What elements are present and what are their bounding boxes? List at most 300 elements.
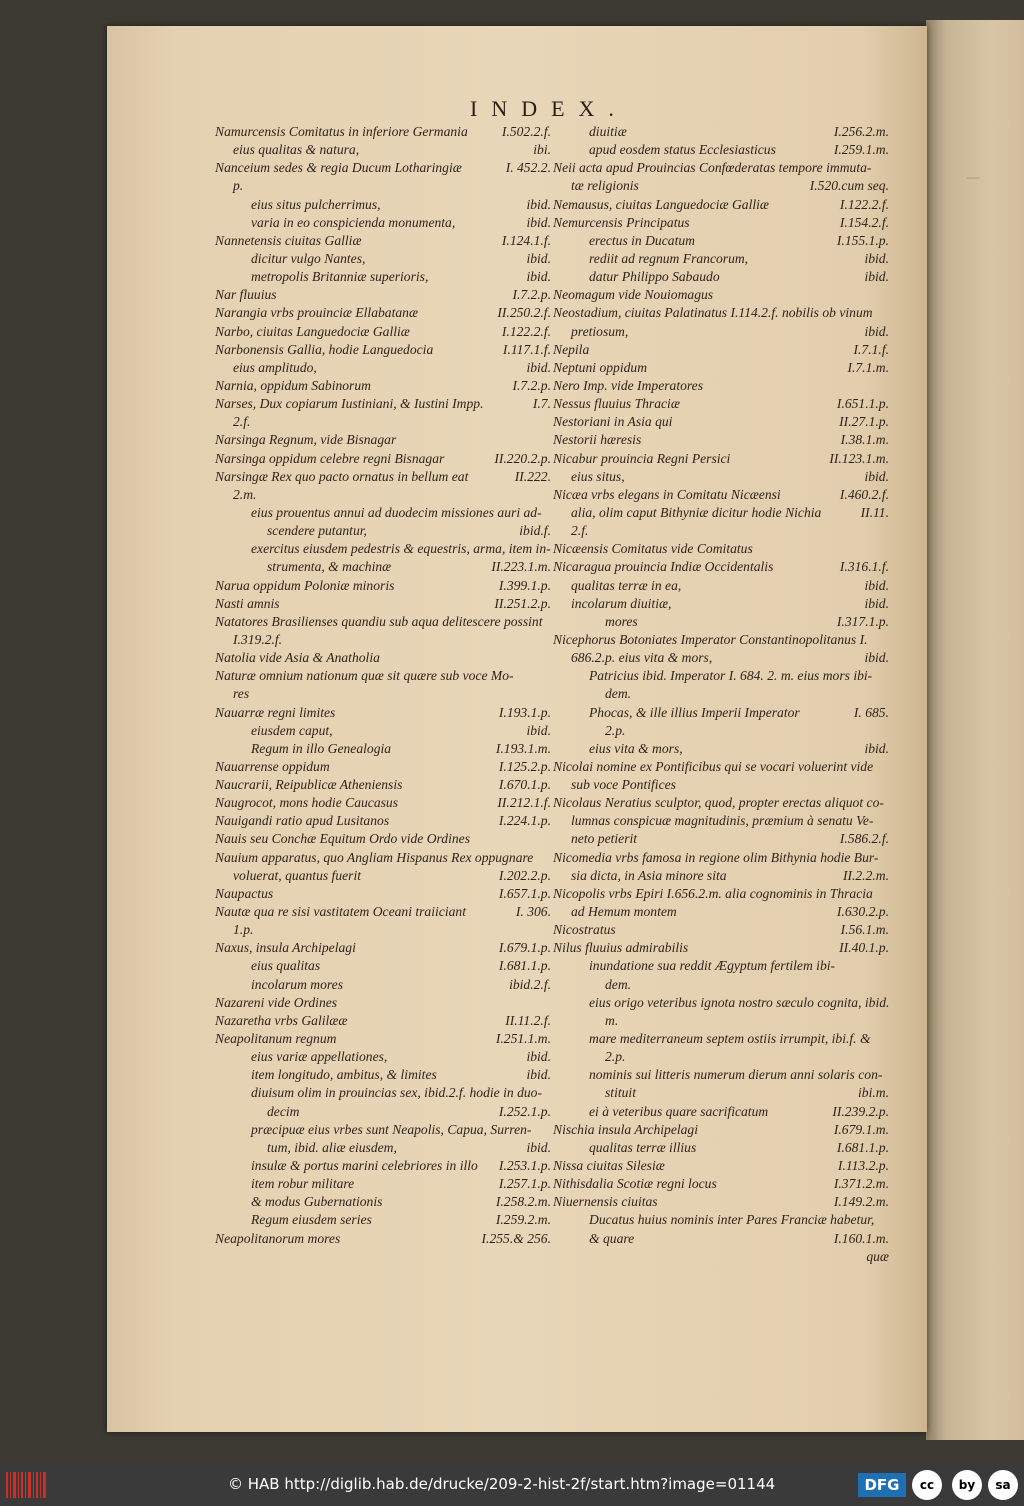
index-entry [215,522,551,540]
index-entry-reference: ibid. [864,269,889,285]
index-entry-reference: ibid. [864,595,889,611]
index-entry [215,921,551,939]
index-entry-text: 2.p. [605,1049,626,1065]
index-entry-reference: I.202.2.p. [498,867,551,883]
index-entry-text: Nicaragua prouincia Indiæ Occidentalis [553,559,774,575]
index-entry-reference: I.460.2.f. [839,486,889,502]
index-entry [553,123,889,141]
index-entry-reference: I.520.cum seq. [809,178,889,194]
index-entry-text: scendere putantur, [267,523,367,539]
index-entry-reference: I.7.1.m. [847,359,889,375]
index-entry [215,1121,551,1139]
index-entry [553,794,889,812]
index-entry-reference: ibid.f. [519,523,551,539]
index-entry-text: voluerat, quantus fuerit [233,867,361,883]
index-entry-reference: ibid.2.f. [509,976,551,992]
index-entry-text: Narbo, ciuitas Languedociæ Galliæ [215,323,410,339]
index-entry-reference: I.117.1.f. [502,341,551,357]
index-entry-text: Nicephorus Botoniates Imperator Constantinopolitanus I. [553,631,868,647]
index-entry [553,1066,889,1084]
index-entry-text: 2.p. [605,722,626,738]
index-column-left [215,123,551,1248]
index-entry-reference: I.681.1.p. [836,1139,889,1155]
index-entry [215,558,551,576]
barcode-icon [6,1472,46,1498]
index-entry-text: Neii acta apud Prouincias Confœderatas tempore immuta- [553,160,872,176]
index-entry-text: Neapolitanorum mores [215,1230,341,1246]
index-entry-reference: II.222. [514,468,551,484]
index-entry-reference: I.316.1.f. [839,559,889,575]
index-entry-text: tum, ibid. aliæ eiusdem, [267,1139,397,1155]
index-entry-text: Nazaretha vrbs Galilææ [215,1012,348,1028]
index-entry [215,123,551,141]
running-head: INDEX. [470,96,628,121]
index-entry-reference: I.586.2.f. [839,831,889,847]
index-entry [215,722,551,740]
index-entry-text: dem. [605,686,632,702]
index-entry-text: Nicolai nomine ex Pontificibus qui se vocari voluerint vide [553,758,874,774]
index-entry-reference: I.657.1.p. [498,885,551,901]
index-entry [553,450,889,468]
index-entry-text: Nicostratus [553,922,616,938]
index-entry-text: eius origo veteribus ignota nostro sæculo cognita, ibid. [589,994,889,1010]
index-entry-text: eius qualitas [251,958,321,974]
index-entry [215,685,551,703]
index-entry-text: Neostadium, ciuitas Palatinatus I.114.2.f. nobilis ob vinum [553,305,873,321]
index-entry-text: Nestoriani in Asia qui [553,414,673,430]
index-entry-reference: ibid. [526,722,551,738]
index-entry-text: item longitudo, ambitus, & limites [251,1067,437,1083]
index-entry-reference: I.670.1.p. [498,777,551,793]
index-entry [553,740,889,758]
index-entry-reference: I. 452.2. [505,160,551,176]
index-entry [553,159,889,177]
index-entry-text: Namurcensis Comitatus in inferiore Germania [215,124,468,139]
index-entry-reference: I.252.1.p. [498,1103,551,1119]
index-entry [215,413,551,431]
index-entry [553,286,889,304]
index-entry-text: p. [233,178,244,194]
viewer-footer [0,1464,1024,1506]
index-entry [553,812,889,830]
index-entry [553,631,889,649]
index-entry-text: Nissa ciuitas Silesiæ [553,1158,665,1174]
index-entry-reference: I.124.1.f. [501,232,551,248]
index-entry-text: Naturæ omnium nationum quæ sit quære sub voce Mo- [215,668,514,684]
index-entry [553,177,889,195]
index-entry-reference: I. 306. [515,904,551,920]
index-entry-text: erectus in Ducatum [589,232,695,248]
index-entry-reference: II.220.2.p. [494,450,551,466]
index-entry-text: nominis sui litteris numerum dierum anni solaris con- [589,1067,883,1083]
index-entry [215,1211,551,1229]
index-entry-text: Nicomedia vrbs famosa in regione olim Bithynia hodie Bur- [553,849,879,865]
index-entry [553,957,889,975]
index-entry [553,377,889,395]
index-entry-text: Nemausus, ciuitas Languedociæ Galliæ [553,196,769,212]
index-entry [215,830,551,848]
index-entry [215,885,551,903]
index-entry [553,1193,889,1211]
index-entry [553,486,889,504]
index-entry [215,577,551,595]
index-entry [553,649,889,667]
index-entry [553,1012,889,1030]
index-entry-text: Nicæa vrbs elegans in Comitatu Nicæensi [553,486,781,502]
index-entry-text: Nannetensis ciuitas Galliæ [215,232,362,248]
index-entry-text: eius variæ appellationes, [251,1049,388,1065]
index-entry [215,341,551,359]
index-entry-text: Nicabur prouincia Regni Persici [553,450,731,466]
index-entry-text: Nestorii hæresis [553,432,642,448]
index-entry-text: strumenta, & machinæ [267,559,392,575]
index-entry-text: Natatores Brasilienses quandiu sub aqua delitescere possint [215,613,543,629]
index-entry [553,704,889,722]
index-entry-text: 686.2.p. eius vita & mors, [571,650,713,666]
index-entry-text: Phocas, & ille illius Imperii Imperator [589,704,800,720]
index-entry [553,830,889,848]
index-entry-text: qualitas terræ illius [589,1139,697,1155]
index-entry [215,177,551,195]
index-entry [553,595,889,613]
index-entry-text: Ducatus huius nominis inter Pares Franciæ habetur, [589,1212,875,1228]
index-entry [215,1175,551,1193]
index-entry-text: eius amplitudo, [233,359,317,375]
index-entry-reference: ibid. [864,650,889,666]
index-entry [215,649,551,667]
index-entry-text: eiusdem caput, [251,722,333,738]
index-entry-text: sub voce Pontifices [571,777,676,793]
index-entry-reference: II.223.1.m. [491,559,551,575]
index-entry [215,631,551,649]
index-entry-reference: I.149.2.m. [833,1194,889,1210]
index-entry-text: Nautæ qua re sisi vastitatem Oceani traiiciant [215,904,466,920]
by-license-icon: by [952,1470,982,1500]
index-entry-text: Nazareni vide Ordines [215,994,338,1010]
index-entry [553,1084,889,1102]
index-entry-reference: I.258.2.m. [495,1194,551,1210]
index-entry [215,976,551,994]
index-entry-reference: I.56.1.m. [840,922,889,938]
index-entry [553,304,889,322]
index-entry [215,486,551,504]
index-entry-reference: I.113.2.p. [837,1158,889,1174]
index-entry-reference: ibid. [526,269,551,285]
index-entry [553,867,889,885]
copyright-link[interactable]: © HAB http://diglib.hab.de/drucke/209-2-hist-2f/start.htm?image=01144 [228,1475,776,1493]
index-entry [553,1030,889,1048]
index-entry-reference: I.317.1.p. [836,613,889,629]
index-entry-reference: I.155.1.p. [836,232,889,248]
index-entry-text: item robur militare [251,1176,355,1192]
index-entry [553,667,889,685]
index-entry-reference: I. 685. [853,704,889,720]
index-entry-reference: ibid. [526,1139,551,1155]
index-entry-text: rediit ad regnum Francorum, [589,250,749,266]
index-entry-text: apud eosdem status Ecclesiasticus [589,142,776,158]
index-entry [553,613,889,631]
index-entry-text: Nicolaus Neratius sculptor, quod, propter erectas aliquot co- [553,795,884,811]
index-entry [215,1193,551,1211]
index-entry-reference: I.502.2.f. [501,124,551,139]
index-entry-reference: I.399.1.p. [498,577,551,593]
index-entry-reference: I.154.2.f. [839,214,889,230]
index-entry-text: Neomagum vide Nouiomagus [553,287,714,303]
index-entry [553,196,889,214]
index-entry-text: Nepila [553,341,590,357]
index-entry-text: Narses, Dux copiarum Iustiniani, & Iustini Impp. [215,396,484,412]
index-entry-text: exercitus eiusdem pedestris & equestris, arma, item in- [251,541,551,557]
index-entry-text: Nithisdalia Scotiæ regni locus [553,1176,717,1192]
index-entry-text: eius situs pulcherrimus, [251,196,381,212]
index-entry-text: qualitas terræ in ea, [571,577,682,593]
index-entry [215,867,551,885]
index-entry [553,250,889,268]
index-entry-reference: ibid. [864,323,889,339]
dfg-logo: DFG [858,1473,906,1497]
index-entry [215,957,551,975]
index-column-right [553,123,889,1266]
index-entry [553,323,889,341]
index-entry-text: Nauigandi ratio apud Lusitanos [215,813,390,829]
index-entry-text: Nauium apparatus, quo Angliam Hispanus Rex oppugnare [215,849,534,865]
index-entry-text: sia dicta, in Asia minore sita [571,867,727,883]
index-entry [553,232,889,250]
index-entry-text: Narsinga oppidum celebre regni Bisnagar [215,450,445,466]
index-entry [553,685,889,703]
index-entry-reference: II.250.2.f. [497,305,551,321]
index-entry-text: Nauarrense oppidum [215,758,330,774]
index-entry-reference: ibid. [526,1049,551,1065]
index-entry [215,468,551,486]
index-entry-text: Naugrocot, mons hodie Caucasus [215,795,399,811]
index-entry-reference: ibid. [526,250,551,266]
index-entry [215,1084,551,1102]
index-entry [215,794,551,812]
index-entry-text: eius qualitas & natura, [233,142,360,158]
index-entry [553,577,889,595]
index-entry [215,812,551,830]
index-entry [553,141,889,159]
index-entry [215,286,551,304]
index-entry-text: Neptuni oppidum [553,359,648,375]
index-entry-reference: I.255.& 256. [481,1230,551,1246]
index-entry-text: dicitur vulgo Nantes, [251,250,366,266]
index-entry-reference: ibid. [864,740,889,756]
index-entry-text: Nicæensis Comitatus vide Comitatus [553,541,753,557]
index-entry [553,522,889,540]
index-entry-text: mare mediterraneum septem ostiis irrumpit, ibi.f. & [589,1031,871,1047]
index-entry-reference: I.257.1.p. [498,1176,551,1192]
index-entry-reference: I.7.2.p. [512,377,551,393]
index-entry-text: ei à veteribus quare sacrificatum [589,1103,769,1119]
index-entry-text: varia in eo conspicienda monumenta, [251,214,456,230]
index-entry [553,1175,889,1193]
index-entry [553,540,889,558]
index-entry-text: incolarum diuitiæ, [571,595,672,611]
index-entry-reference: ibid. [526,1067,551,1083]
index-entry-text: eius prouentus annui ad duodecim missiones auri ad- [251,504,542,520]
index-entry [553,1230,889,1248]
index-entry-reference: I.224.1.p. [498,813,551,829]
index-entry-text: Naxus, insula Archipelagi [215,940,356,956]
index-entry [215,994,551,1012]
index-entry-text: Naucrarii, Reipublicæ Atheniensis [215,777,403,793]
index-entry-text: Nero Imp. vide Imperatores [553,377,704,393]
index-entry [215,849,551,867]
index-entry [215,159,551,177]
index-entry-text: ad Hemum montem [571,904,677,920]
index-entry-text: Narbonensis Gallia, hodie Languedocia [215,341,434,357]
index-entry-reference: ibid. [864,577,889,593]
index-entry-text: alia, olim caput Bithyniæ dicitur hodie Nichia [571,504,822,520]
index-entry [215,504,551,522]
index-entry-reference: I.253.1.p. [498,1158,551,1174]
index-entry-reference: I.259.2.m. [495,1212,551,1228]
index-entry-reference: ibid. [526,359,551,375]
index-entry [553,268,889,286]
index-entry-reference: ibid. [864,468,889,484]
index-entry [553,1248,889,1266]
index-entry-text: Nemurcensis Principatus [553,214,690,230]
index-entry-reference: I.7.1.f. [853,341,889,357]
index-entry [215,1012,551,1030]
next-page-edge: — [926,20,1024,1440]
index-entry [553,776,889,794]
sa-license-icon: sa [988,1470,1018,1500]
index-entry-reference: II.123.1.m. [829,450,889,466]
index-entry-text: Nicopolis vrbs Epiri I.656.2.m. alia cognominis in Thracia [553,885,873,901]
index-entry-text: Nessus fluuius Thraciæ [553,396,680,412]
index-entry-reference: II.11. [860,504,889,520]
index-entry [553,758,889,776]
index-entry [215,540,551,558]
index-entry [215,323,551,341]
index-entry [553,903,889,921]
index-entry [215,939,551,957]
index-entry-text: eius situs, [571,468,625,484]
index-entry-text: decim [267,1103,300,1119]
index-entry-text: Nauis seu Conchæ Equitum Ordo vide Ordines [215,831,470,847]
index-entry-text: Narnia, oppidum Sabinorum [215,377,371,393]
index-entry [553,214,889,232]
index-entry [553,558,889,576]
index-entry [553,359,889,377]
index-entry-reference: I.679.1.m. [833,1121,889,1137]
index-entry [215,613,551,631]
index-entry [215,1103,551,1121]
index-entry-text: Nar fluuius [215,287,277,303]
index-entry [215,268,551,286]
index-entry [553,976,889,994]
index-entry [553,885,889,903]
index-entry [553,431,889,449]
index-entry-text: Nauarræ regni limites [215,704,336,720]
index-entry-reference: I.681.1.p. [498,958,551,974]
index-entry-reference: ibi.m. [858,1085,889,1101]
cc-license-icon: cc [912,1470,942,1500]
index-entry-text: præcipuæ eius vrbes sunt Neapolis, Capua, Surren- [251,1121,532,1137]
index-entry [215,1030,551,1048]
index-entry-reference: I.122.2.f. [501,323,551,339]
index-entry [215,214,551,232]
index-entry-text: lumnas conspicuæ magnitudinis, præmium à senatu Ve- [571,813,874,829]
index-entry-reference: II.251.2.p. [494,595,551,611]
index-entry [553,1139,889,1157]
index-entry-text: stituit [605,1085,636,1101]
index-entry-text: metropolis Britanniæ superioris, [251,269,429,285]
index-entry-text: res [233,686,250,702]
index-entry-reference: ibid. [864,250,889,266]
index-entry-text: Niuernensis ciuitas [553,1194,658,1210]
index-entry-text: dem. [605,976,632,992]
index-entry-text: insulæ & portus marini celebriores in illo [251,1158,478,1174]
index-entry-text: Natolia vide Asia & Anatholia [215,650,380,666]
index-entry-reference: I.7.2.p. [512,287,551,303]
index-entry-text: & quare [589,1230,635,1246]
index-entry [215,1230,551,1248]
index-entry-reference: quæ [866,1248,889,1264]
index-entry-text: neto petierit [571,831,638,847]
index-entry [215,1048,551,1066]
index-entry-text: Nanceium sedes & regia Ducum Lotharingiæ [215,160,462,176]
index-entry-reference: II.27.1.p. [839,414,889,430]
index-entry [553,1103,889,1121]
index-entry [215,704,551,722]
index-entry [215,250,551,268]
index-entry-reference: I.651.1.p. [836,396,889,412]
index-entry [553,939,889,957]
index-entry [215,758,551,776]
index-entry-text: Nasti amnis [215,595,280,611]
index-entry-text: 2.m. [233,486,257,502]
index-entry [553,1157,889,1175]
index-entry-reference: I.125.2.p. [498,758,551,774]
index-entry-text: & modus Gubernationis [251,1194,383,1210]
index-entry [215,1066,551,1084]
index-entry-reference: I.122.2.f. [839,196,889,212]
index-entry-reference: ibi. [533,142,551,158]
index-entry-text: datur Philippo Sabaudo [589,269,720,285]
index-entry-reference: I.256.2.m. [833,124,889,139]
index-entry-reference: I.160.1.m. [833,1230,889,1246]
index-entry [215,304,551,322]
index-entry-reference: II.212.1.f. [497,795,551,811]
index-entry-reference: I.251.1.m. [495,1031,551,1047]
index-entry-text: 1.p. [233,922,254,938]
index-entry [215,232,551,250]
index-entry-text: Regum eiusdem series [251,1212,372,1228]
index-entry [553,468,889,486]
index-entry-text: Narsingæ Rex quo pacto ornatus in bellum eat [215,468,469,484]
index-entry-text: inundatione sua reddit Ægyptum fertilem ibi- [589,958,836,974]
index-entry-text: 2.f. [571,523,589,539]
index-entry [553,1121,889,1139]
index-entry-reference: II.11.2.f. [505,1012,551,1028]
index-entry [553,849,889,867]
index-entry-reference: II.239.2.p. [832,1103,889,1119]
index-entry [553,504,889,522]
index-entry-text: incolarum mores [251,976,344,992]
index-entry-text: Nilus fluuius admirabilis [553,940,689,956]
index-entry [215,776,551,794]
index-entry [215,595,551,613]
index-entry-reference: I.193.1.m. [495,740,551,756]
index-entry-reference: ibid. [526,214,551,230]
index-entry [553,994,889,1012]
index-entry [215,450,551,468]
index-entry-text: diuisum olim in prouincias sex, ibid.2.f. hodie in duo- [251,1085,542,1101]
